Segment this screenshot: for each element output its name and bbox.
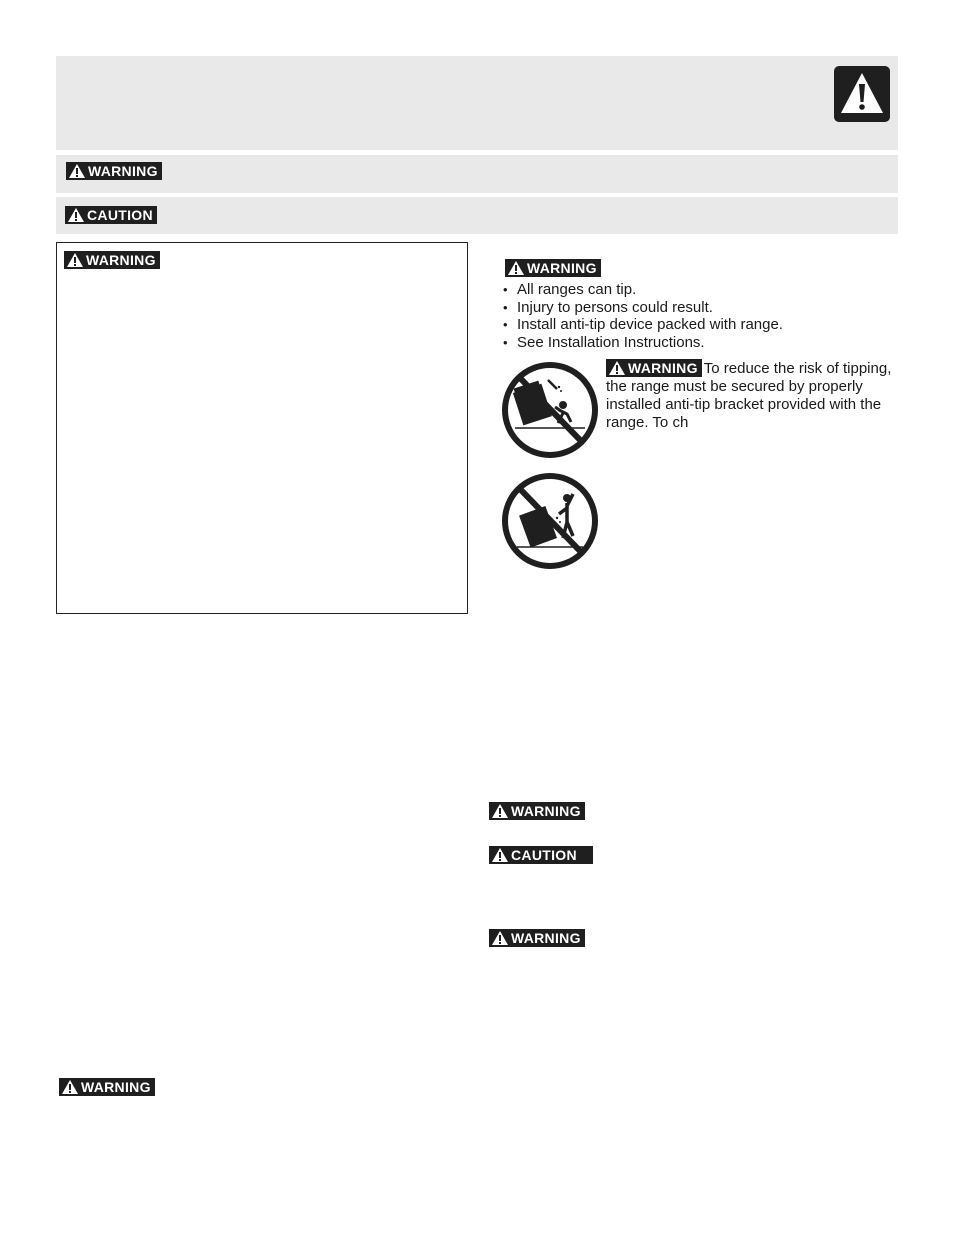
alert-icon bbox=[66, 252, 84, 268]
warning-badge bbox=[59, 1078, 155, 1096]
warning-badge-label: WARNING bbox=[81, 1079, 151, 1095]
range-tipping-pictogram bbox=[501, 361, 599, 459]
boxed-warning bbox=[56, 242, 468, 614]
warning-badge bbox=[489, 929, 585, 947]
caution-badge-label: CAUTION bbox=[87, 207, 153, 223]
caution-badge-label: CAUTION bbox=[511, 847, 577, 863]
caution-definition-band bbox=[56, 197, 898, 234]
warning-definition-band bbox=[56, 155, 898, 193]
warning-badge-label: WARNING bbox=[628, 360, 698, 376]
alert-icon bbox=[608, 360, 626, 376]
warning-badge bbox=[66, 162, 162, 180]
tip-warning-text: To reduce the risk of tipping, the range must be secured by properly installed anti-tip bracket provided with the range. To ch bbox=[606, 360, 892, 431]
alert-icon bbox=[67, 207, 85, 223]
list-item: • Injury to persons could result. bbox=[503, 299, 783, 317]
range-tipping-person-pictogram bbox=[501, 472, 599, 570]
caution-badge bbox=[489, 846, 593, 864]
inline-warning-badge bbox=[606, 359, 702, 377]
alert-icon bbox=[491, 847, 509, 863]
warning-badge bbox=[64, 251, 160, 269]
tip-warning-paragraph bbox=[606, 359, 898, 432]
tip-warning-badge bbox=[505, 259, 601, 277]
warning-badge-label: WARNING bbox=[88, 163, 158, 179]
alert-icon bbox=[61, 1079, 79, 1095]
alert-triangle-icon bbox=[833, 65, 891, 123]
alert-icon bbox=[507, 260, 525, 276]
alert-icon bbox=[68, 163, 86, 179]
header-band bbox=[56, 56, 898, 150]
tip-warning-list bbox=[503, 281, 783, 351]
warning-badge-label: WARNING bbox=[511, 803, 581, 819]
warning-badge-label: WARNING bbox=[86, 252, 156, 268]
warning-badge-label: WARNING bbox=[511, 930, 581, 946]
alert-icon bbox=[491, 803, 509, 819]
warning-badge bbox=[489, 802, 585, 820]
caution-badge bbox=[65, 206, 157, 224]
list-item: • Install anti-tip device packed with range. bbox=[503, 316, 783, 334]
alert-icon bbox=[491, 930, 509, 946]
list-item: • See Installation Instructions. bbox=[503, 334, 783, 352]
list-item: • All ranges can tip. bbox=[503, 281, 783, 299]
warning-badge-label: WARNING bbox=[527, 260, 597, 276]
